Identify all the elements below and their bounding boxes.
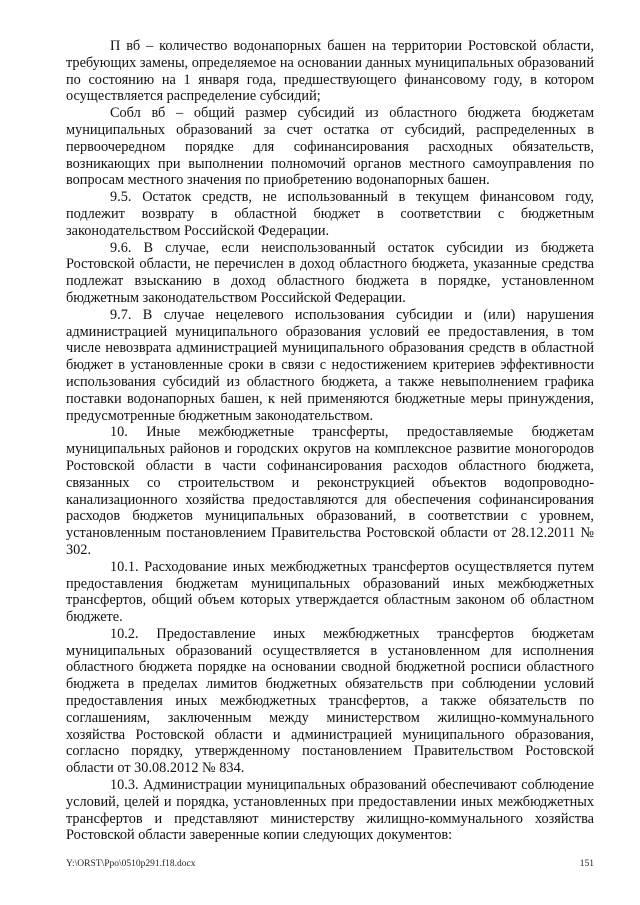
file-path: Y:\ORST\Ppo\0510p291.f18.docx (66, 859, 196, 869)
paragraph-sobl-vb: Собл вб – общий размер субсидий из областного бюджета бюджетам муниципальных образований за счет остатка от субсидий, распределенных в первоочередном порядке для софинансирования расходных обязательств, возникающих при выполнении полномочий органов местного самоуправления по вопросам местного значения по приобретению водонапорных башен. (66, 105, 594, 189)
paragraph-10: 10. Иные межбюджетные трансферты, предоставляемые бюджетам муниципальных районов и городских округов на комплексное развитие моногородов Ростовской области в части софинансирования расходов областного бюджета, связанных со строительством и реконструкцией объектов водопроводно-канализационного хозяйства предоставляются для обеспечения софинансирования расходов бюджетов муниципальных образований, в соответствии с уровнем, установленным постановлением Правительства Ростовской области от 28.12.2011 № 302. (66, 424, 594, 558)
paragraph-9-6: 9.6. В случае, если неиспользованный остаток субсидии из бюджета Ростовской области, не перечислен в доход областного бюджета, указанные средства подлежат взысканию в доход областного бюджета в порядке, установленном бюджетным законодательством Российской Федерации. (66, 239, 594, 306)
paragraph-9-5: 9.5. Остаток средств, не использованный в текущем финансовом году, подлежит возврату в областной бюджет в соответствии с бюджетным законодательством Российской Федерации. (66, 189, 594, 239)
paragraph-10-1: 10.1. Расходование иных межбюджетных трансфертов осуществляется путем предоставления бюджетам муниципальных образований иных межбюджетных трансфертов, общий объем которых утверждается областным законом об областном бюджете. (66, 558, 594, 626)
page-number: 151 (579, 859, 594, 869)
paragraph-10-2: 10.2. Предоставление иных межбюджетных трансфертов бюджетам муниципальных образований осуществляется в установленном для исполнения областного бюджета порядке на основании сводной бюджетной росписи областного бюджета в пределах лимитов бюджетных обязательств при соблюдении условий предоставления иных межбюджетных трансфертов, а также обязательств по соглашениям, заключенным между министерством жилищно-коммунального хозяйства Ростовской области и администрацией муниципального образования, согласно порядку, утвержденному постановлением Правительством Ростовской области от 30.08.2012 № 834. (66, 625, 594, 777)
paragraph-10-3: 10.3. Администрации муниципальных образований обеспечивают соблюдение условий, целей и порядка, установленных при предоставлении иных межбюджетных трансфертов и представляют министерству жилищно-коммунального хозяйства Ростовской области заверенные копии следующих документов: (66, 777, 594, 844)
document-body (66, 38, 594, 844)
paragraph-9-7: 9.7. В случае нецелевого использования субсидии и (или) нарушения администрацией муниципального образования условий ее предоставления, в том числе невозврата администрацией муниципального образования средств в областной бюджет в установленные сроки в связи с недостижением критериев эффективности использования субсидий из областного бюджета, а также невыполнением графика поставки водонапорных башен, к ней применяются бюджетные меры принуждения, предусмотренные бюджетным законодательством. (66, 306, 594, 424)
paragraph-p-vb: П вб – количество водонапорных башен на территории Ростовской области, требующих замены, определяемое на основании данных муниципальных образований по состоянию на 1 января года, предшествующего финансовому году, в котором осуществляется распределение субсидий; (66, 38, 594, 105)
